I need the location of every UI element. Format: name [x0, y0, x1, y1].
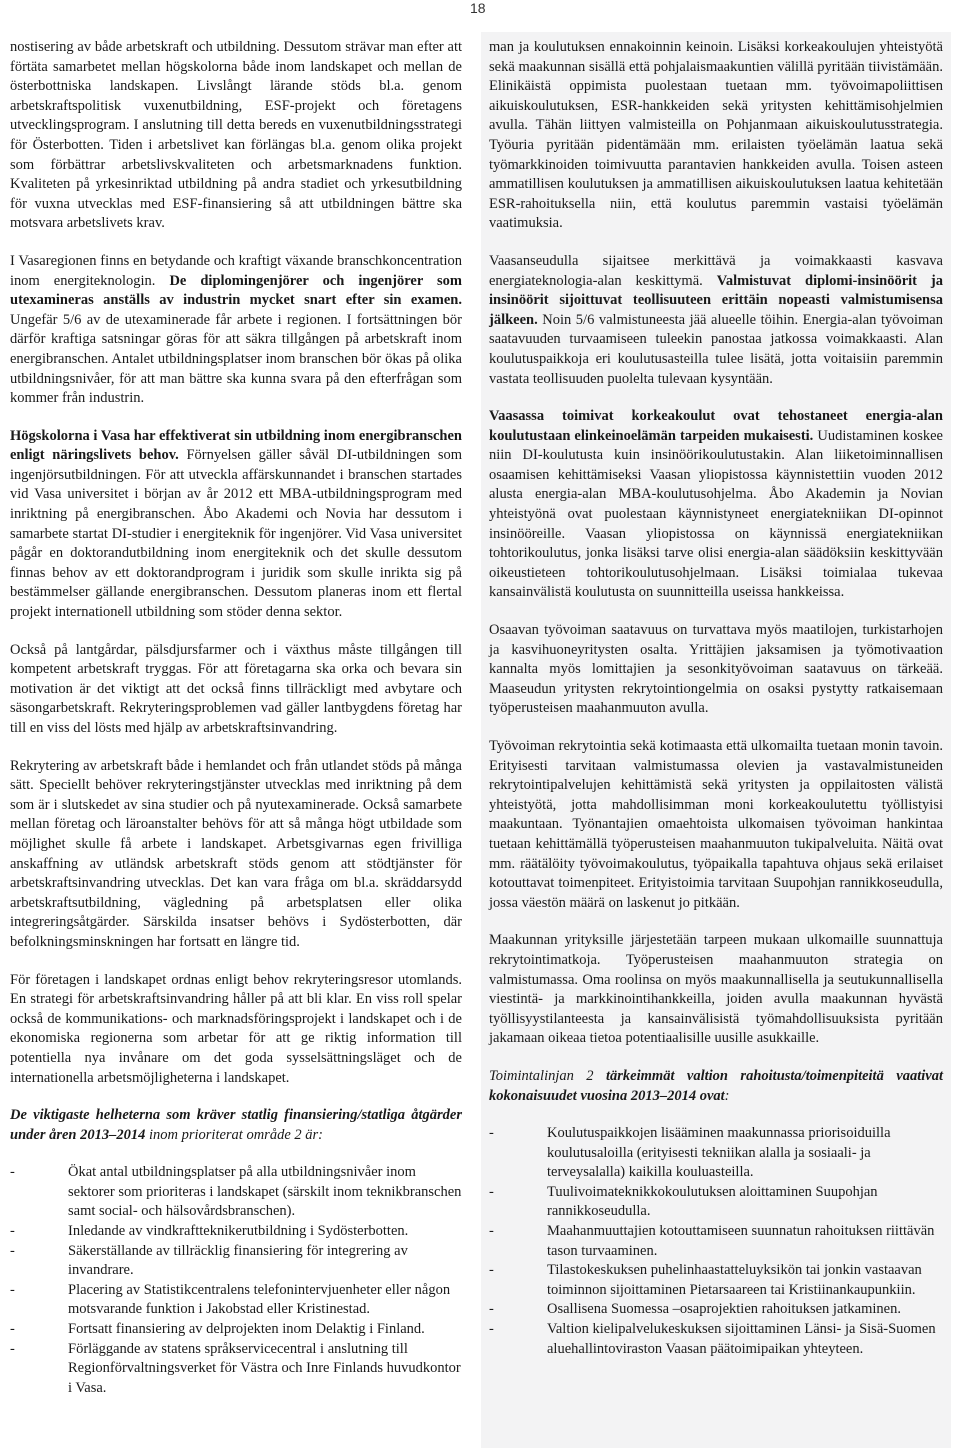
paragraph-text: Uudistaminen koskee niin DI-koulutusta kuin insinöörikoulutustakin. Alan liiketoiminnallisen osaamisen kehittämiseksi Vaasan yliopistossa käynnistettiin vuoden 2012 alusta energia-alan MBA-koulutusohjelma. Åbo Akademin ja Novian yhteistyönä ovat puolestaan käynnistyneet energiatekniikan DI-opinnot insinööreille. Vaasan yliopistossa on käynnissä energiatekniikan tohtorikoulutus, jonka lisäksi tarve olisi energia-alan säädöksiin keskittyvään oikeustieteen tohtorikoulutusohjelmaan. Lisäksi toimialaa tukevaa kansainvälistä koulutusta on suunnitteilla useissa hankkeissa. — [489, 427, 943, 601]
page-number: 18 — [470, 0, 486, 16]
left-column-swedish — [10, 38, 462, 1398]
list-item: - Koulutuspaikkojen lisääminen maakunnassa priorisoiduilla koulutusaloilla (erityisesti tekniikan alalla ja sosiaali- ja terveysalalla) kaikilla kouluasteilla. — [489, 1124, 943, 1183]
paragraph — [489, 407, 943, 603]
right-column-finnish — [481, 32, 951, 1448]
emphasis-text: Högskolorna i Vasa har effektiverat sin utbildning inom energibranschen enligt näringslivets behov. — [10, 427, 462, 464]
list-item: - Valtion kielipalvelukeskuksen sijoittaminen Länsi- ja Sisä-Suomen aluehallintoviraston Vaasan päätoimipaikan yhteyteen. — [489, 1320, 943, 1359]
emphasis-text: De viktigaste helheterna som kräver statlig finansiering/statliga åtgärder under åren 2013–2014 — [10, 1107, 462, 1143]
paragraph-text: Vaasanseudulla sijaitsee merkittävä ja voimakkaasti kasvava energiateknologia-alan keskittymä. — [489, 252, 943, 289]
list-item: - Tilastokeskuksen puhelinhaastatteluyksikön tai jonkin vastaavan toiminnon sijoittaminen Pietarsaareen tai Kristiinankaupunkiin. — [489, 1261, 943, 1300]
paragraph — [10, 427, 462, 623]
list-item: - Fortsatt finansiering av delprojekten inom Delaktig i Finland. — [10, 1320, 462, 1340]
paragraph: nostisering av både arbetskraft och utbildning. Dessutom strävar man efter att förtäta samarbetet mellan högskolorna både inom landskapet och mellan de österbottniska landskapen. Livslångt lärande stöds bl.a. genom arbetskraftspolitisk vuxenutbildning, ESF-projekt och företagens utvecklingsprogram. I anslutning till detta bereds en vuxenutbildningsstrategi för Österbotten. Tiden i arbetslivet kan förlängas bl.a. genom olika projekt som förbättrar arbetslivskvaliteten och arbetsmarknadens funktion. Kvaliteten på yrkesinriktad utbildning på andra stadiet och yrkesutbildning för vuxna utvecklas med ESF-finansiering så att utbildningen bättre ska motsvara arbetslivets krav. — [10, 39, 462, 232]
list-item: - Ökat antal utbildningsplatser på alla utbildningsnivåer inom sektorer som prioriteras i landskapet (särskilt inom teknikbranschen samt social- och hälsovårdsbranschen). — [10, 1163, 462, 1222]
paragraph — [10, 252, 462, 409]
priority-list — [489, 1124, 943, 1359]
paragraph: För företagen i landskapet ordnas enligt behov rekryteringsresor utomlands. En strategi för arbetskraftsinvandring håller på att bli klar. En viss roll spelar också de kommunikations- och marknadsföringsprojekt i landskapet och i de ekonomiska regionerna som arbetar för att ge riktig information till potentiella nya invånare om det goda sysselsättningsläget och de internationella arbetsmöjligheterna i landskapet. — [10, 971, 462, 1086]
paragraph-text: Noin 5/6 valmistuneesta jää alueelle töihin. Energia-alan työvoiman saatavuuden turvaamiseen tuleekin panostaa jatkossa voimakkaasti. Alan koulutuspaikkoja eri koulutusasteilla tulee lisätä, jotta voitaisiin paremmin vastata teollisuuden puolelta tulevaan kysyntään. — [489, 311, 943, 387]
paragraph — [489, 252, 943, 389]
list-item: - Tuulivoimateknikkokoulutuksen aloittaminen Suupohjan rannikkoseudulla. — [489, 1183, 943, 1222]
list-item: - Förläggande av statens språkservicecentral i anslutning till Regionförvaltningsverket för Västra och Inre Finlands huvudkontor i Vasa. — [10, 1340, 462, 1399]
paragraph: Osaavan työvoiman saatavuus on turvattava myös maatilojen, turkistarhojen ja kasvihuoneyritysten osalta. Yrittäjien jaksamisen ja työmotivaation kannalta myös lomittajien ja sesonkityövoiman saatavuus on tärkeää. Maaseudun yritysten rekrytointiongelmia on osaksi pystytty ratkaisemaan työperusteisen maahanmuuton avulla. — [489, 622, 943, 717]
list-item: - Osallisena Suomessa –osaprojektien rahoituksen jatkaminen. — [489, 1300, 943, 1320]
italic-text: Toimintalinjan 2 — [489, 1067, 606, 1084]
italic-text: : — [724, 1087, 730, 1104]
paragraph: man ja koulutuksen ennakoinnin keinoin. Lisäksi korkeakoulujen yhteistyötä sekä maakunnan sisällä että pohjalaismaakuntien välillä pyritään tiivistämään. Elinikäistä oppimista puolestaan tuetaan mm. työvoimapoliittisen aikuiskoulutuksen, ESR-hankkeiden sekä yritysten kehittämisohjelmien avulla. Tähän liittyen valmisteilla on Pohjanmaan aikuiskoulutusstrategia. Työuria pyritään pidentämään mm. erilaisten työelämän laatua sekä työmarkkinoiden toimivuutta parantavien hankkeiden avulla. Toisen asteen ammatillisen koulutuksen ja ammatillisen aikuiskoulutuksen laatua kehitetään ESR-rahoituksella niin, että koulutus paremmin vastaisi työelämän vaatimuksia. — [489, 39, 943, 232]
paragraph: Rekrytering av arbetskraft både i hemlandet och från utlandet stöds på många sätt. Speciellt behöver rekryteringstjänster utvecklas med inriktning på dem som är i slutskedet av sina studier och på nyutexaminerade. Också samarbete mellan företag och läroanstalter behövs för att så många högt utbildade som möjlighet skulle få arbete i landskapet. Arbetsgivarnas egen frivilliga anskaffning av utländsk arbetskraft stöds genom att stödtjänster för arbetskraftsinvandring utvecklas. Det kan vara fråga om bl.a. skräddarsydd arbetskraftsutbildning, vägledning på arbetsplatsen eller olika integreringsåtgärder. Särskilda insatser behövs i Sydösterbotten, där befolkningsminskningen har fortsatt en längre tid. — [10, 757, 462, 950]
emphasis-text: Vaasassa toimivat korkeakoulut ovat tehostaneet energia-alan koulutustaan elinkeinoelämän tarpeiden mukaisesti. — [489, 408, 943, 444]
list-item: - Inledande av vindkraftteknikerutbildning i Sydösterbotten. — [10, 1222, 462, 1242]
list-item: - Maahanmuuttajien kotouttamiseen suunnatun rahoituksen riittävän tason turvaaminen. — [489, 1222, 943, 1261]
paragraph: Työvoiman rekrytointia sekä kotimaasta että ulkomailta tuetaan monin tavoin. Erityisesti tarvitaan valmistumassa olevien ja vastavalmistuneiden rekrytointipalvelujen kehittämistä sekä yritysten ja oppilaitosten välistä yhteistyötä, jotta mahdollisimman moni korkeakoulutettu työllistyisi maakuntaan. Työnantajien omaehtoista ulkomaisen työvoiman hankintaa tuetaan kehittämällä työperusteisen maahanmuuton tukipalveluita. Näitä ovat mm. räätälöity työvoimakoulutus, työpaikalla tapahtuva ohjaus sekä erilaiset kotouttavat toimenpiteet. Erityistoimia tarvitaan Suupohjan rannikkoseudulla, jossa väestön määrä on laskenut jo pitkään. — [489, 738, 943, 911]
emphasis-text: Valmistuvat diplomi-insinöörit ja insinöörit sijoittuvat teollisuuteen erittäin nopeasti valmistumisensa jälkeen. — [489, 272, 943, 328]
paragraph: Maakunnan yrityksille järjestetään tarpeen mukaan ulkomaille suunnattuja rekrytointimatkoja. Työperusteisen maahanmuuton strategia on valmistumassa. Oma roolinsa on myös maakunnallisella ja seutukunnallisella viestintä- ja markkinointihankkeilla, joiden avulla maakunnan hyvästä työllisyystilanteesta ja kansainvälisistä työmahdollisuuksista pyritään jakamaan oikeaa tietoa potentiaalisille uusille asukkaille. — [489, 932, 943, 1047]
list-item: - Placering av Statistikcentralens telefonintervjuenheter eller någon motsvarande funktion i Jakobstad eller Kristinestad. — [10, 1281, 462, 1320]
priority-list — [10, 1163, 462, 1398]
emphasis-text: tärkeimmät valtion rahoitusta/toimenpiteitä vaativat kokonaisuudet vuosina 2013–2014 ovat — [489, 1067, 943, 1104]
paragraph-text: Ungefär 5/6 av de utexaminerade får arbete i regionen. I fortsättningen bör därför kraftiga satsningar göras för att säkra tillgången på arbetskraft inom energibranschen. Antalet utbildningsplatser inom branschen bör ökas på olika utbildningsnivåer, för att man bättre ska kunna svara på den efterfrågan som kommer från industrin. — [10, 311, 462, 407]
list-intro — [10, 1106, 462, 1145]
paragraph-text: I Vasaregionen finns en betydande och kraftigt växande branschkoncentration inom energiteknologin. — [10, 252, 462, 289]
paragraph-text: Förnyelsen gäller såväl DI-utbildningen som ingenjörsutbildningen. För att utveckla affärskunnandet i branschen startades vid Vasa universitet i början av år 2012 ett MBA-utbildningsprogram med inriktning på energibranschen. Åbo Akademi och Novia har dessutom i samarbete startat DI-studier i energiteknik för ingenjörer. Vid Vasa universitet pågår en doktorandutbildning inom energiteknik och det skulle dessutom finnas behov av ett doktorandprogram i juridik som skulle inrikta sig på bestämmelser gällande energibranschen. Dessutom planeras inom ett flertal projekt internationell utbildning som stöder denna sektor. — [10, 447, 462, 621]
paragraph: Också på lantgårdar, pälsdjursfarmer och i växthus måste tillgången till kompetent arbetskraft tryggas. För att företagarna ska orka och bevara sin motivation är det viktigt att det också finns tillräckligt med avbytare och säsongarbetskraft. Rekryteringsproblemen vad gäller lantbygdens företag har till en viss del lösts med hjälp av arbetskraftsinvandring. — [10, 641, 462, 736]
list-intro — [489, 1067, 943, 1106]
italic-text: inom prioriterat område 2 är: — [145, 1126, 323, 1143]
emphasis-text: De diplomingenjörer och ingenjörer som utexamineras anställs av industrin mycket snart efter sin examen. — [10, 272, 463, 309]
list-item: - Säkerställande av tillräcklig finansiering för integrering av invandrare. — [10, 1242, 462, 1281]
